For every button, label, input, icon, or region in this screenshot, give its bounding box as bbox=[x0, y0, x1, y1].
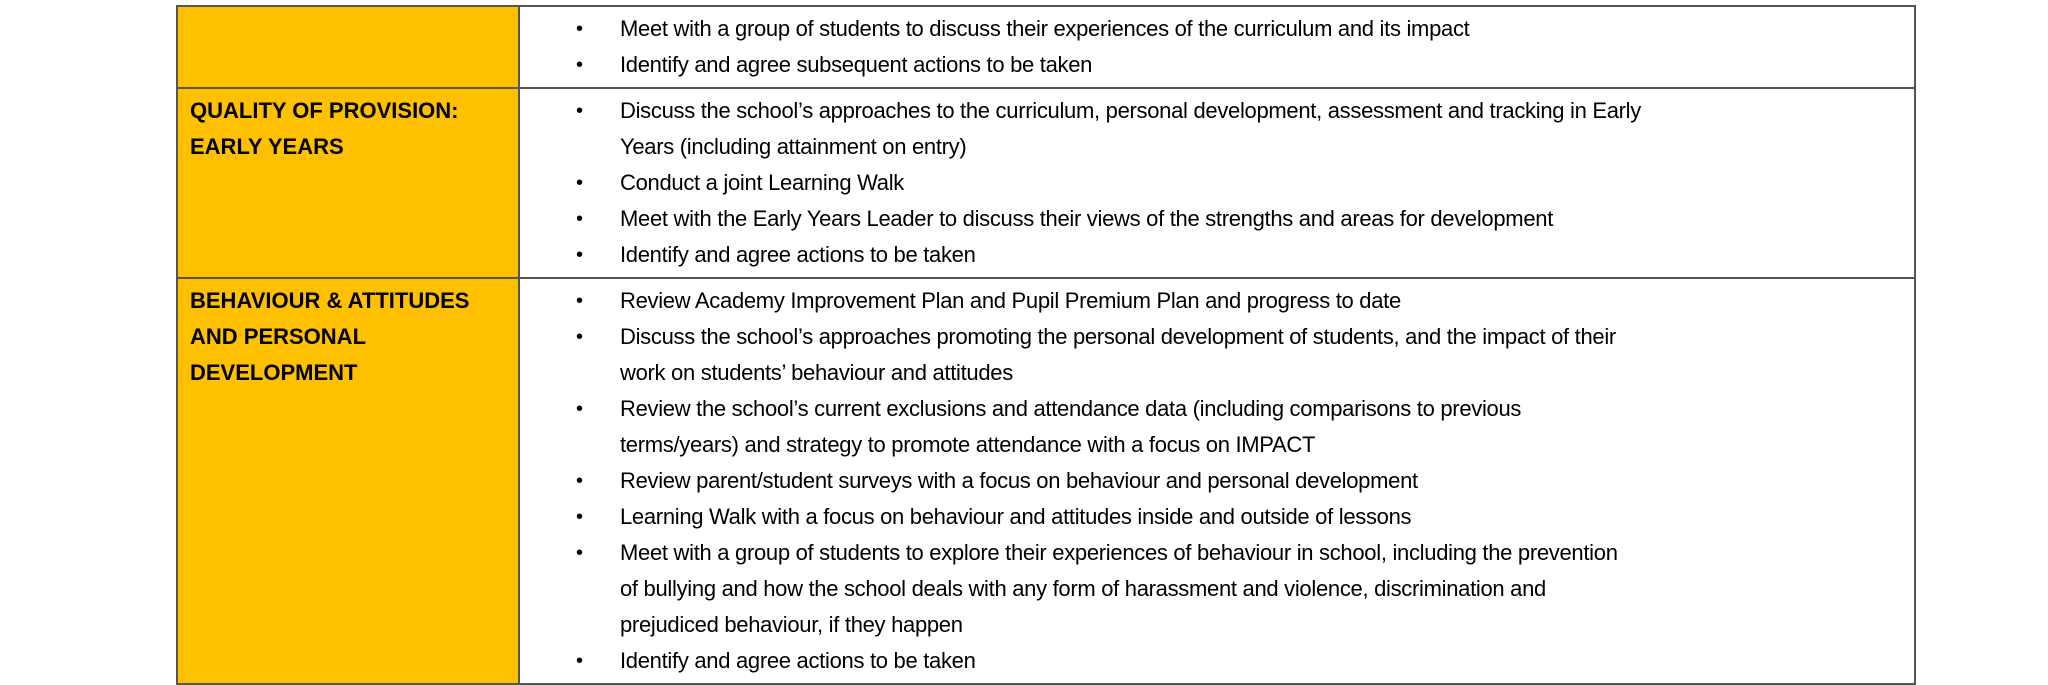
bullet-icon: • bbox=[576, 398, 583, 420]
list-item-text: of bullying and how the school deals with any form of harassment and violence, discrimination and bbox=[620, 576, 1546, 601]
section-label-cell bbox=[177, 6, 519, 88]
actions-cell bbox=[519, 278, 1915, 684]
actions-list bbox=[520, 93, 1914, 273]
bullet-icon: • bbox=[576, 208, 583, 230]
actions-cell bbox=[519, 88, 1915, 278]
list-item bbox=[520, 319, 1914, 391]
bullet-icon: • bbox=[576, 470, 583, 492]
list-item-text: Learning Walk with a focus on behaviour and attitudes inside and outside of lessons bbox=[620, 504, 1412, 529]
list-item bbox=[520, 47, 1914, 83]
list-item bbox=[520, 201, 1914, 237]
list-item-text: Identify and agree actions to be taken bbox=[620, 648, 976, 673]
list-item-text: Review the school’s current exclusions and attendance data (including comparisons to previous bbox=[620, 396, 1522, 421]
bullet-icon: • bbox=[576, 326, 583, 348]
section-label: DEVELOPMENT bbox=[190, 360, 358, 385]
list-item-text: prejudiced behaviour, if they happen bbox=[620, 612, 963, 637]
list-item bbox=[520, 643, 1914, 679]
list-item bbox=[520, 237, 1914, 273]
list-item-text: Meet with a group of students to discuss their experiences of the curriculum and its impact bbox=[620, 16, 1470, 41]
actions-list bbox=[520, 283, 1914, 679]
list-item-text: Review Academy Improvement Plan and Pupil Premium Plan and progress to date bbox=[620, 288, 1401, 313]
bullet-icon: • bbox=[576, 290, 583, 312]
list-item bbox=[520, 391, 1914, 463]
section-label-cell bbox=[177, 278, 519, 684]
list-item-text: work on students’ behaviour and attitudes bbox=[620, 360, 1013, 385]
list-item-text: Review parent/student surveys with a focus on behaviour and personal development bbox=[620, 468, 1418, 493]
table-row bbox=[177, 6, 1915, 88]
list-item-text: Identify and agree subsequent actions to be taken bbox=[620, 52, 1093, 77]
list-item bbox=[520, 11, 1914, 47]
list-item bbox=[520, 165, 1914, 201]
bullet-icon: • bbox=[576, 18, 583, 40]
table-row bbox=[177, 278, 1915, 684]
bullet-icon: • bbox=[576, 100, 583, 122]
section-label: BEHAVIOUR & ATTITUDES bbox=[190, 288, 470, 313]
list-item bbox=[520, 535, 1914, 643]
table-row bbox=[177, 88, 1915, 278]
list-item bbox=[520, 463, 1914, 499]
bullet-icon: • bbox=[576, 506, 583, 528]
list-item bbox=[520, 93, 1914, 165]
list-item-text: Years (including attainment on entry) bbox=[620, 134, 967, 159]
list-item-text: Discuss the school’s approaches to the curriculum, personal development, assessment and tracking in Early bbox=[620, 98, 1641, 123]
actions-cell bbox=[519, 6, 1915, 88]
list-item-text: Meet with a group of students to explore their experiences of behaviour in school, including the prevention bbox=[620, 540, 1618, 565]
list-item bbox=[520, 283, 1914, 319]
list-item-text: terms/years) and strategy to promote attendance with a focus on IMPACT bbox=[620, 432, 1316, 457]
list-item-text: Conduct a joint Learning Walk bbox=[620, 170, 904, 195]
bullet-icon: • bbox=[576, 650, 583, 672]
review-table bbox=[176, 5, 1916, 685]
bullet-icon: • bbox=[576, 172, 583, 194]
section-label: QUALITY OF PROVISION: bbox=[190, 98, 459, 123]
section-label: EARLY YEARS bbox=[190, 134, 344, 159]
bullet-icon: • bbox=[576, 54, 583, 76]
actions-list bbox=[520, 11, 1914, 83]
bullet-icon: • bbox=[576, 542, 583, 564]
section-label-cell bbox=[177, 88, 519, 278]
list-item bbox=[520, 499, 1914, 535]
list-item-text: Meet with the Early Years Leader to discuss their views of the strengths and areas for development bbox=[620, 206, 1554, 231]
bullet-icon: • bbox=[576, 244, 583, 266]
list-item-text: Discuss the school’s approaches promoting the personal development of students, and the impact of their bbox=[620, 324, 1616, 349]
list-item-text: Identify and agree actions to be taken bbox=[620, 242, 976, 267]
section-label: AND PERSONAL bbox=[190, 324, 367, 349]
